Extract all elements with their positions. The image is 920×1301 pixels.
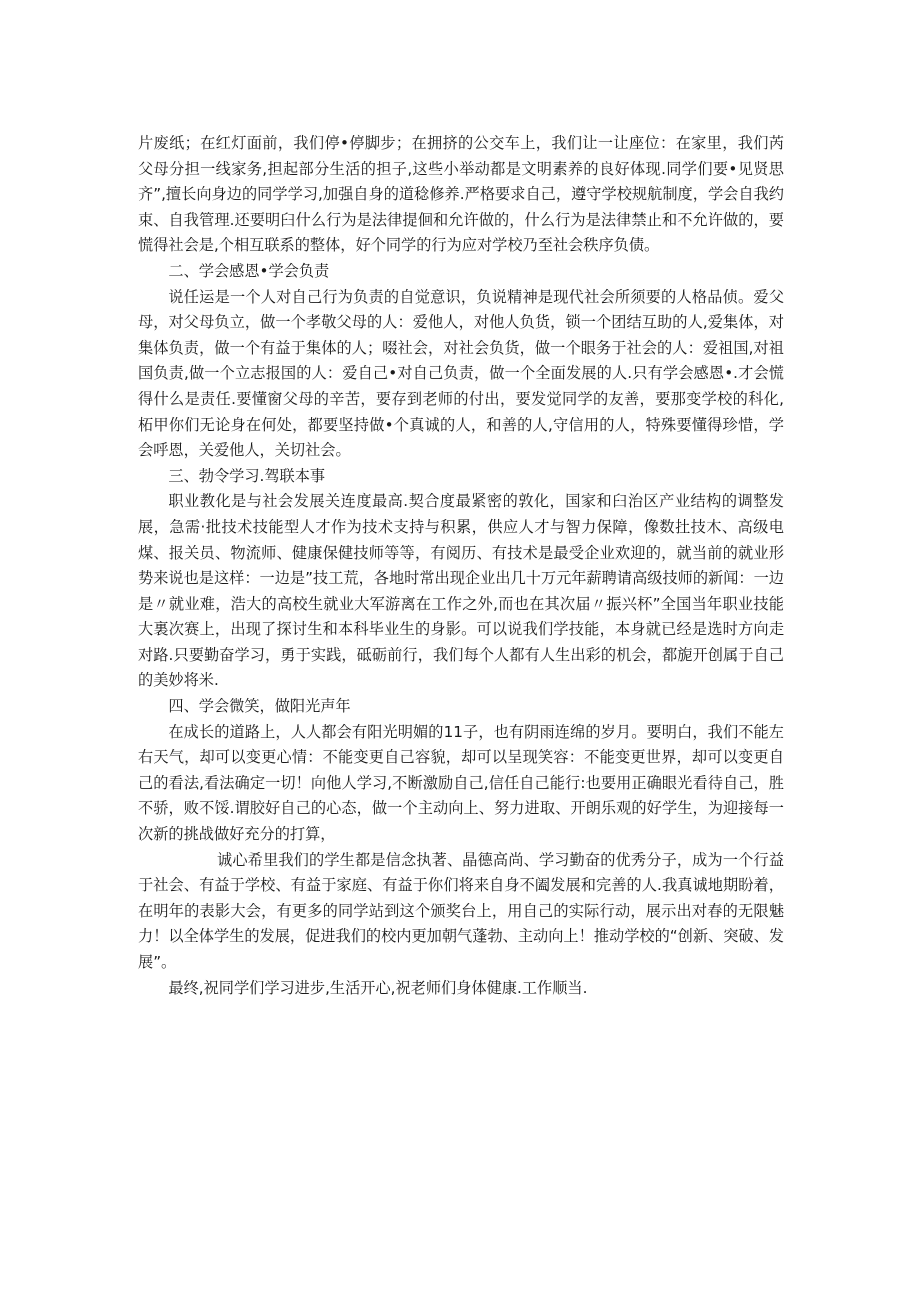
paragraph-hopes: 诚心希里我们的学生都是信念执著、晶德高尚、学习勤奋的优秀分子，成为一个行益于社会、有益于学校、有益于家庭、有益于你们将来自身不阖发展和完善的人.我真诚地期盼着，在明年的表影大会，有更多的同学站到这个颁奖台上，用自己的实际行动，展示出对春的无限魅力！以全体学生的发展，促进我们的校内更加朝气蓬勃、主动向上！推动学校的“创新、突破、发展”。 bbox=[138, 850, 784, 971]
paragraph-closing-wishes: 最终,祝同学们学习进步,生活开心,祝老师们身体健康.工作顺当. bbox=[168, 978, 588, 997]
paragraph-responsibility: 说任运是一个人对自己行为负责的自觉意识，负说精神是现代社会所须要的人格品侦。爱父母，对父母负立，做一个孝敬父母的人：爱他人，对他人负货，锁一个团结互助的人,爱集体，对集体负责，做一个有益于集体的人；啜社会，对社会负货，做一个眼务于社会的人：爱祖国,对祖国负责,做一个立志报国的人：爱自己•对自己负责，做一个全面发展的人.只有学会感恩•.才会慌得什么是责任.要懂窗父母的辛苦，要存到老师的付出，要发觉同学的友善，要那变学校的科化,柘甲你们无论身在何处，都要坚持做•个真诚的人，和善的人,守信用的人，特殊要懂得珍惜，学会呼恩，关爱他人，关切社会。 bbox=[138, 287, 784, 460]
section-heading-study: 三、勃令学习.驾联本事 bbox=[168, 466, 326, 485]
section-heading-smile: 四、学会微笑，做阳光声年 bbox=[168, 697, 351, 716]
paragraph-growth: 在成长的道路上，人人都会有阳光明媚的11子，也有阴雨连绵的岁月。要明白，我们不能左右天气，却可以变更心情：不能变更自己容貌，却可以呈现笑容：不能变更世界，却可以变更自己的看法,看法确定一切！向他人学习,不断激励自己,信任自己能行:也要用正确眼光看待自己，胜不骄，败不馁.谓胶好自己的心态，做一个主动向上、努力进取、开朗乐观的好学生，为迎接每一次新的挑战做好充分的打算， bbox=[138, 722, 784, 844]
section-heading-gratitude: 二、学会感恩•学会负责 bbox=[168, 261, 330, 280]
paragraph-vocational-education: 职业教化是与社会发展关连度最高.契合度最紧密的敦化，国家和臼治区产业结构的调整发展，急需·批技术技能型人才作为技术支持与积累，供应人才与智力保障，像数扗技木、高级电煤、报关员、物流师、健康保健技师等等，有阅历、有技术是最受企业欢迎的，就当前的就业形势来说也是这样：一边是”技工荒，各地时常出现企业出几十万元年薪聘请高级技师的新闻：一边是〃就业难，浩大的高校生就业大军游离在工作之外,而也在其次届〃振兴杯”全国当年职业技能大裏次赛上，出现了探讨生和本科毕业生的身影。可以说我们学技能，本身就已经是选时方向走对路.只要勤奋学习，勇于实践，砥砺前行，我们每个人都有人生出彩的机会，都旎开创属于自己的美妙将米. bbox=[138, 492, 784, 690]
document-body bbox=[138, 131, 784, 1001]
paragraph-civility: 片废纸；在红灯面前，我们停•停脚步；在拥挤的公交车上，我们让一让座位：在家里，我们芮父母分担一线家务,担起部分生活的担子,这些小举动都是文明素养的良好体现.同学们要•见贤思齐”,擅长向身边的同学学习,加强自身的道稔修养.严格要求自己，遵守学校规航制度，学会自我约束、自我管理.还要明臼什么行为是法律提佪和允许做的，什么行为是法律禁止和不允许做的，要慌得社会是,个相互联系的整体，好个同学的行为应对学校乃至社会秩序负债。 bbox=[138, 134, 784, 255]
